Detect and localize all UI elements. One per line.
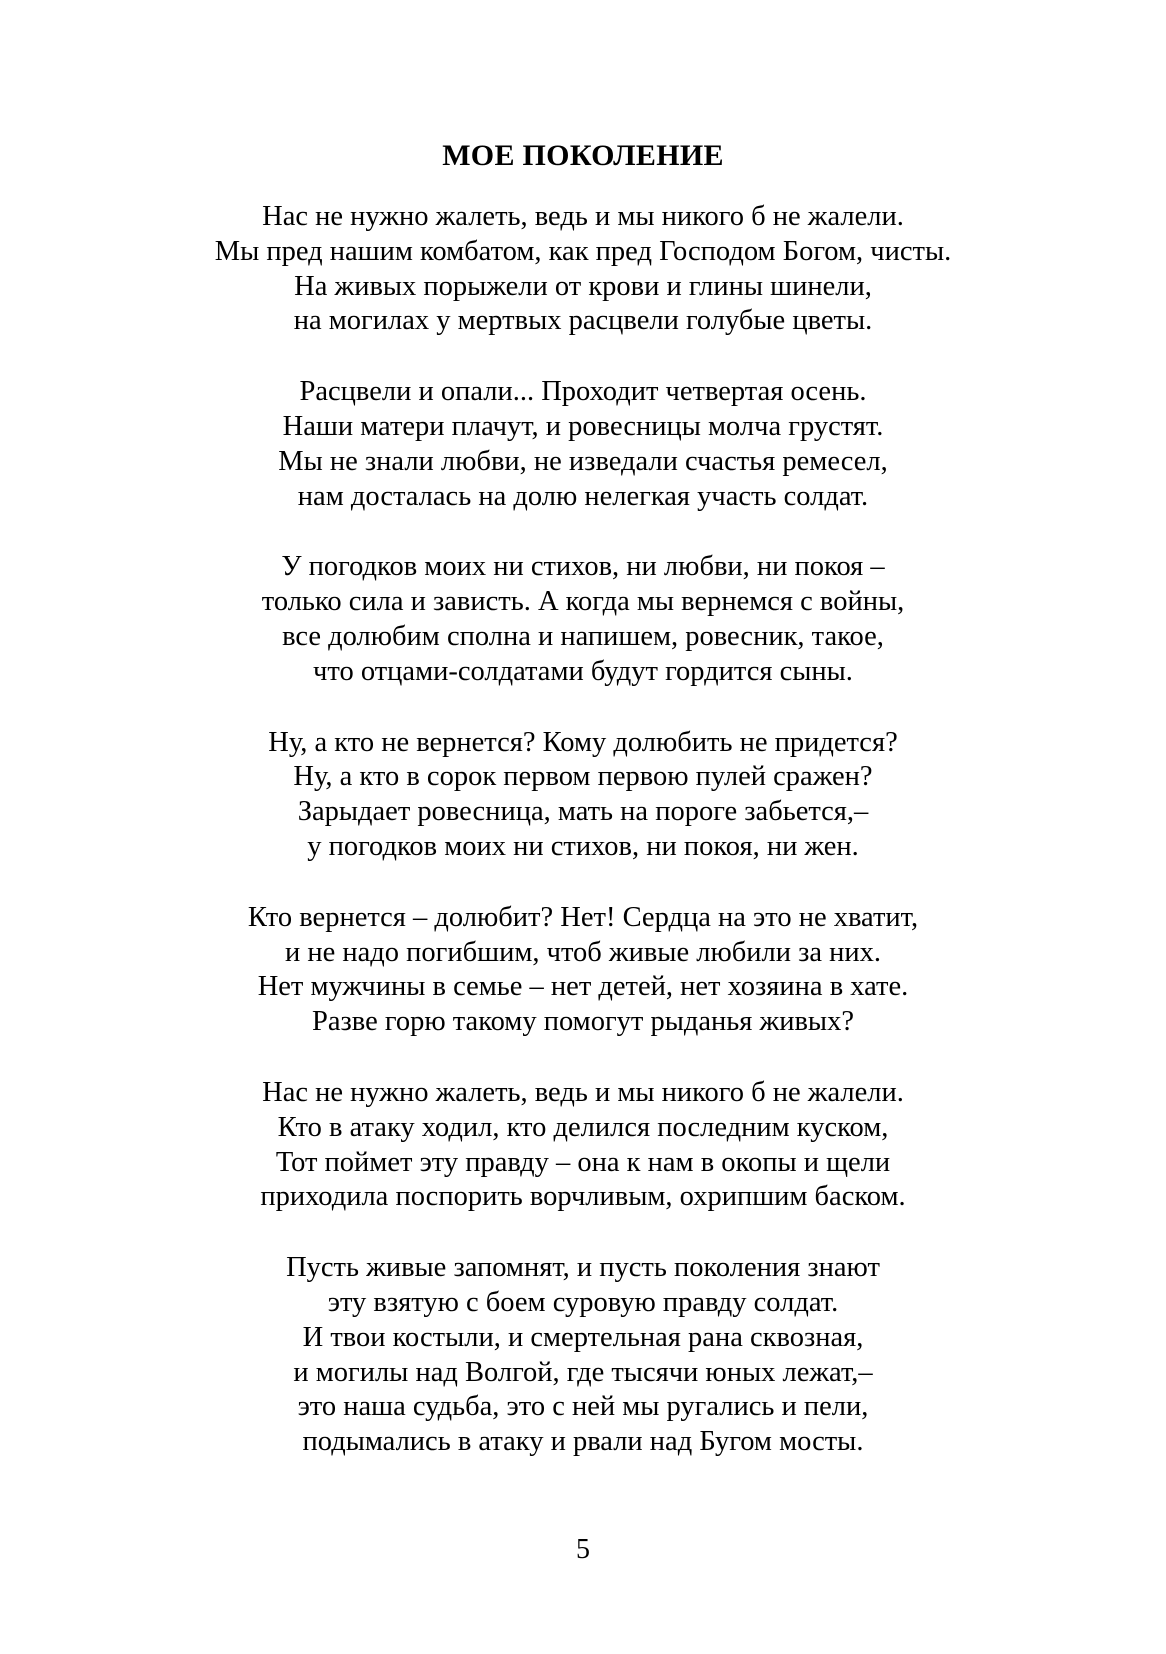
poem-line: Зарыдает ровесница, мать на пороге забьется,– xyxy=(297,796,869,828)
poem-line: и не надо погибшим, чтоб живые любили за них. xyxy=(285,936,881,968)
poem-line: Мы не знали любви, не изведали счастья ремесел, xyxy=(278,445,888,477)
poem-line: нам досталась на долю нелегкая участь солдат. xyxy=(297,480,869,512)
stanza xyxy=(0,200,1166,339)
poem-line: Ну, а кто не вернется? Кому долюбить не придется? xyxy=(268,726,898,758)
poem-line: Нас не нужно жалеть, ведь и мы никого б не жалели. xyxy=(262,201,904,232)
stanza xyxy=(0,375,1166,514)
poem-line: все долюбим сполна и напишем, ровесник, такое, xyxy=(282,620,884,652)
poem-line: И твои костыли, и смертельная рана сквозная, xyxy=(302,1321,864,1353)
poem-line: приходила поспорить ворчливым, охрипшим баском. xyxy=(260,1181,906,1213)
poem-line: У погодков моих ни стихов, ни любви, ни покоя – xyxy=(281,551,885,583)
poem-line: Разве горю такому помогут рыданья живых? xyxy=(312,1006,854,1038)
stanza xyxy=(0,550,1166,689)
poem-line: только сила и зависть. А когда мы вернемся с войны, xyxy=(261,586,905,618)
stanza xyxy=(0,1251,1166,1460)
poem-line: Пусть живые запомнят, и пусть поколения знают xyxy=(286,1252,880,1284)
poem-line: Мы пред нашим комбатом, как пред Господом Богом, чисты. xyxy=(214,235,952,267)
stanza xyxy=(0,1076,1166,1215)
poem-line: Тот поймет эту правду – она к нам в окопы и щели xyxy=(275,1146,891,1178)
poem-line: эту взятую с боем суровую правду солдат. xyxy=(327,1286,839,1318)
poem-line: Кто в атаку ходил, кто делился последним куском, xyxy=(277,1111,889,1143)
poem-line: это наша судьба, это с ней мы ругались и пели, xyxy=(297,1391,869,1423)
poem-line: и могилы над Волгой, где тысячи юных лежат,– xyxy=(293,1356,873,1388)
poem-line: подымались в атаку и рвали над Бугом мосты. xyxy=(302,1426,864,1458)
poem-line: что отцами-солдатами будут гордится сыны. xyxy=(313,655,853,687)
poem-line: Наши матери плачут, и ровесницы молча грустят. xyxy=(282,410,884,442)
poem-line: На живых порыжели от крови и глины шинели, xyxy=(294,270,872,302)
poem-line: Нет мужчины в семье – нет детей, нет хозяина в хате. xyxy=(257,971,909,1003)
poem-line: Кто вернется – долюбит? Нет! Сердца на это не хватит, xyxy=(247,901,919,933)
poem-line: у погодков моих ни стихов, ни покоя, ни жен. xyxy=(307,830,859,862)
poem-line: на могилах у мертвых расцвели голубые цветы. xyxy=(293,305,873,337)
page-number: 5 xyxy=(576,1534,590,1565)
poem-line: Ну, а кто в сорок первом первою пулей сражен? xyxy=(293,761,873,793)
stanza xyxy=(0,726,1166,865)
poem-line: Нас не нужно жалеть, ведь и мы никого б не жалели. xyxy=(262,1076,904,1108)
poem-line: Расцвели и опали... Проходит четвертая осень. xyxy=(299,376,867,408)
poem-title: МОЕ ПОКОЛЕНИЕ xyxy=(442,139,724,172)
poem-body xyxy=(0,200,1166,1496)
stanza xyxy=(0,901,1166,1040)
